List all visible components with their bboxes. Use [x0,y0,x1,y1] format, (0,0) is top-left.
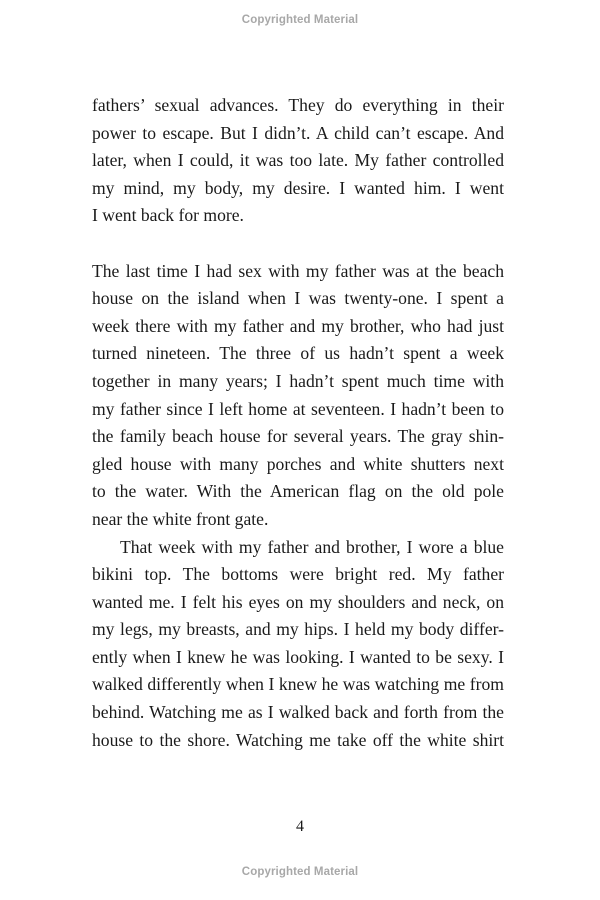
body-text [92,92,504,754]
text-line: together in many years; I hadn’t spent much time with [92,370,504,391]
page-number: 4 [296,818,304,835]
text-line: my legs, my breasts, and my hips. I held my body differ- [92,619,504,640]
copyright-watermark-top: Copyrighted Material [241,14,359,26]
text-line: turned nineteen. The three of us hadn’t spent a week [92,343,504,364]
text-line: I went back for more. [92,205,244,226]
text-line: later, when I could, it was too late. My father controlled [92,150,504,171]
text-line: near the white front gate. [92,508,269,529]
text-line: wanted me. I felt his eyes on my shoulders and neck, on [92,591,504,612]
text-line: gled house with many porches and white shutters next [92,453,504,474]
text-line: my mind, my body, my desire. I wanted him. I went [92,177,504,198]
text-line: house on the island when I was twenty-one. I spent a [92,288,504,309]
text-line: my father since I left home at seventeen. I hadn’t been to [92,398,504,419]
text-line: week there with my father and my brother, who had just [92,315,504,336]
copyright-watermark-bottom: Copyrighted Material [241,866,359,878]
section-break [92,230,504,258]
text-line: The last time I had sex with my father was at the beach [92,260,504,281]
text-line: bikini top. The bottoms were bright red. My father [92,564,504,585]
text-line: walked differently when I knew he was watching me from [92,674,504,695]
text-line: house to the shore. Watching me take off the white shirt [92,729,504,750]
text-line: fathers’ sexual advances. They do everything in their [92,95,504,115]
paragraph [92,92,504,230]
text-line: the family beach house for several years. The gray shin- [92,426,504,447]
text-line: power to escape. But I didn’t. A child can’t escape. And [92,122,504,143]
paragraph [92,534,504,755]
text-line: to the water. With the American flag on the old pole [92,481,504,502]
paragraph [92,258,504,534]
text-line: behind. Watching me as I walked back and forth from the [92,702,504,723]
text-line: That week with my father and brother, I wore a blue [120,536,504,557]
text-line: ently when I knew he was looking. I wanted to be sexy. I [92,646,504,667]
